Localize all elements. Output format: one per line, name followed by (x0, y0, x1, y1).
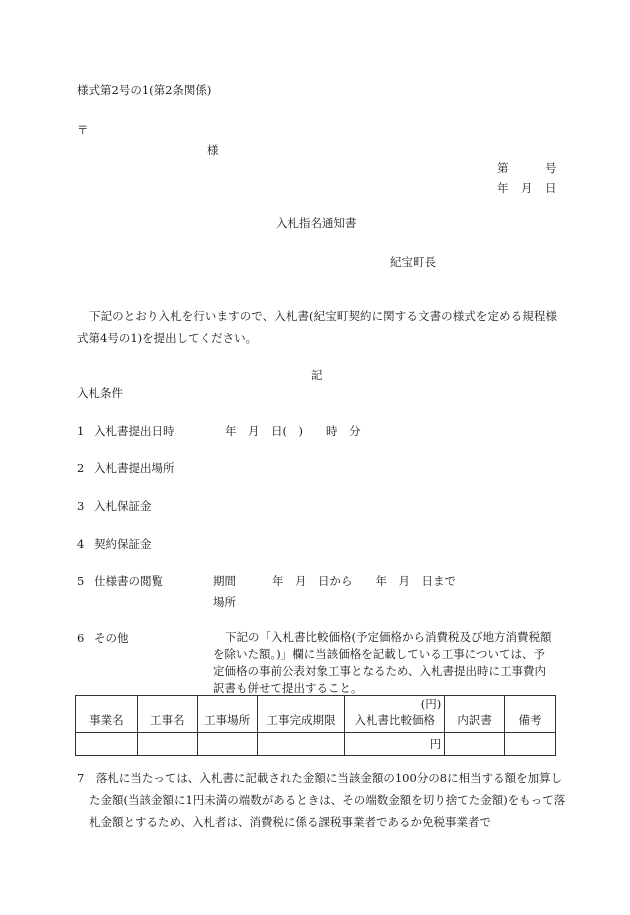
sender: 紀宝町長 (390, 255, 436, 269)
header-comparison-price (345, 696, 445, 733)
conditions-heading: 入札条件 (77, 386, 123, 400)
item-5-period-label: 期間 (213, 574, 236, 588)
header-comparison-price-label: 入札書比較価格 (354, 713, 436, 727)
item-5-period-value: 年 月 日から 年 月 日まで (272, 574, 456, 588)
item-6-number: 6 (77, 631, 85, 645)
item-6-text: 下記の「入札書比較価格(予定価格から消費税及び地方消費税額を除いた額。)」欄に当該価格を記載している工事については、予定価格の事前公表対象工事となるため、入札書提出時に工事費内訳書も併せて提出すること。 (213, 630, 552, 695)
doc-number-dai: 第 (497, 161, 509, 175)
header-breakdown: 内訳書 (445, 696, 505, 733)
item-2-label: 入札書提出場所 (94, 461, 175, 475)
header-unit-yen: (円) (420, 697, 442, 711)
postal-mark: 〒 (77, 123, 89, 137)
form-label: 様式第2号の1(第2条関係) (77, 83, 212, 97)
header-project-name: 事業名 (76, 696, 138, 733)
date-month: 月 (521, 181, 533, 195)
header-work-name: 工事名 (137, 696, 197, 733)
header-work-place: 工事場所 (197, 696, 257, 733)
cell-completion-deadline (257, 733, 345, 756)
date-year: 年 (497, 181, 509, 195)
item-4-number: 4 (77, 537, 85, 551)
cell-comparison-price: 円 (345, 733, 445, 756)
cell-remarks (505, 733, 556, 756)
item-2-number: 2 (77, 461, 85, 475)
cell-project-name (76, 733, 138, 756)
item-5-place-label: 場所 (213, 595, 236, 609)
item-1-label: 入札書提出日時 (94, 424, 175, 438)
item-7-text: 7 落札に当たっては、入札書に記載された金額に当該金額の100分の8に相当する額を加算した金額(当該金額に1円未満の端数があるときは、その端数金額を切り捨てた金額)をもって落札金額とするため、入札者は、消費税に係る課税事業者であるか免税事業者で (77, 771, 566, 829)
date-day: 日 (545, 181, 557, 195)
header-remarks: 備考 (505, 696, 556, 733)
item-4-label: 契約保証金 (94, 537, 152, 551)
item-6-label: その他 (94, 631, 129, 645)
ki-mark: 記 (311, 368, 323, 382)
item-5-number: 5 (77, 574, 85, 588)
work-table (75, 695, 556, 756)
item-1-value: 年 月 日( ) 時 分 (225, 424, 361, 438)
document-title: 入札指名通知書 (276, 216, 357, 230)
item-3-label: 入札保証金 (94, 499, 152, 513)
header-completion-deadline: 工事完成期限 (257, 696, 345, 733)
cell-work-place (197, 733, 257, 756)
item-5-label: 仕様書の閲覧 (94, 574, 163, 588)
item-1-number: 1 (77, 424, 85, 438)
table-row (76, 733, 556, 756)
cell-breakdown (445, 733, 505, 756)
addressee-suffix: 様 (207, 143, 219, 157)
doc-number-go: 号 (545, 161, 557, 175)
table-header-row (76, 696, 556, 733)
cell-work-name (137, 733, 197, 756)
intro-paragraph: 下記のとおり入札を行いますので、入札書(紀宝町契約に関する文書の様式を定める規程様式第4号の1)を提出してください。 (77, 309, 557, 345)
item-3-number: 3 (77, 499, 85, 513)
